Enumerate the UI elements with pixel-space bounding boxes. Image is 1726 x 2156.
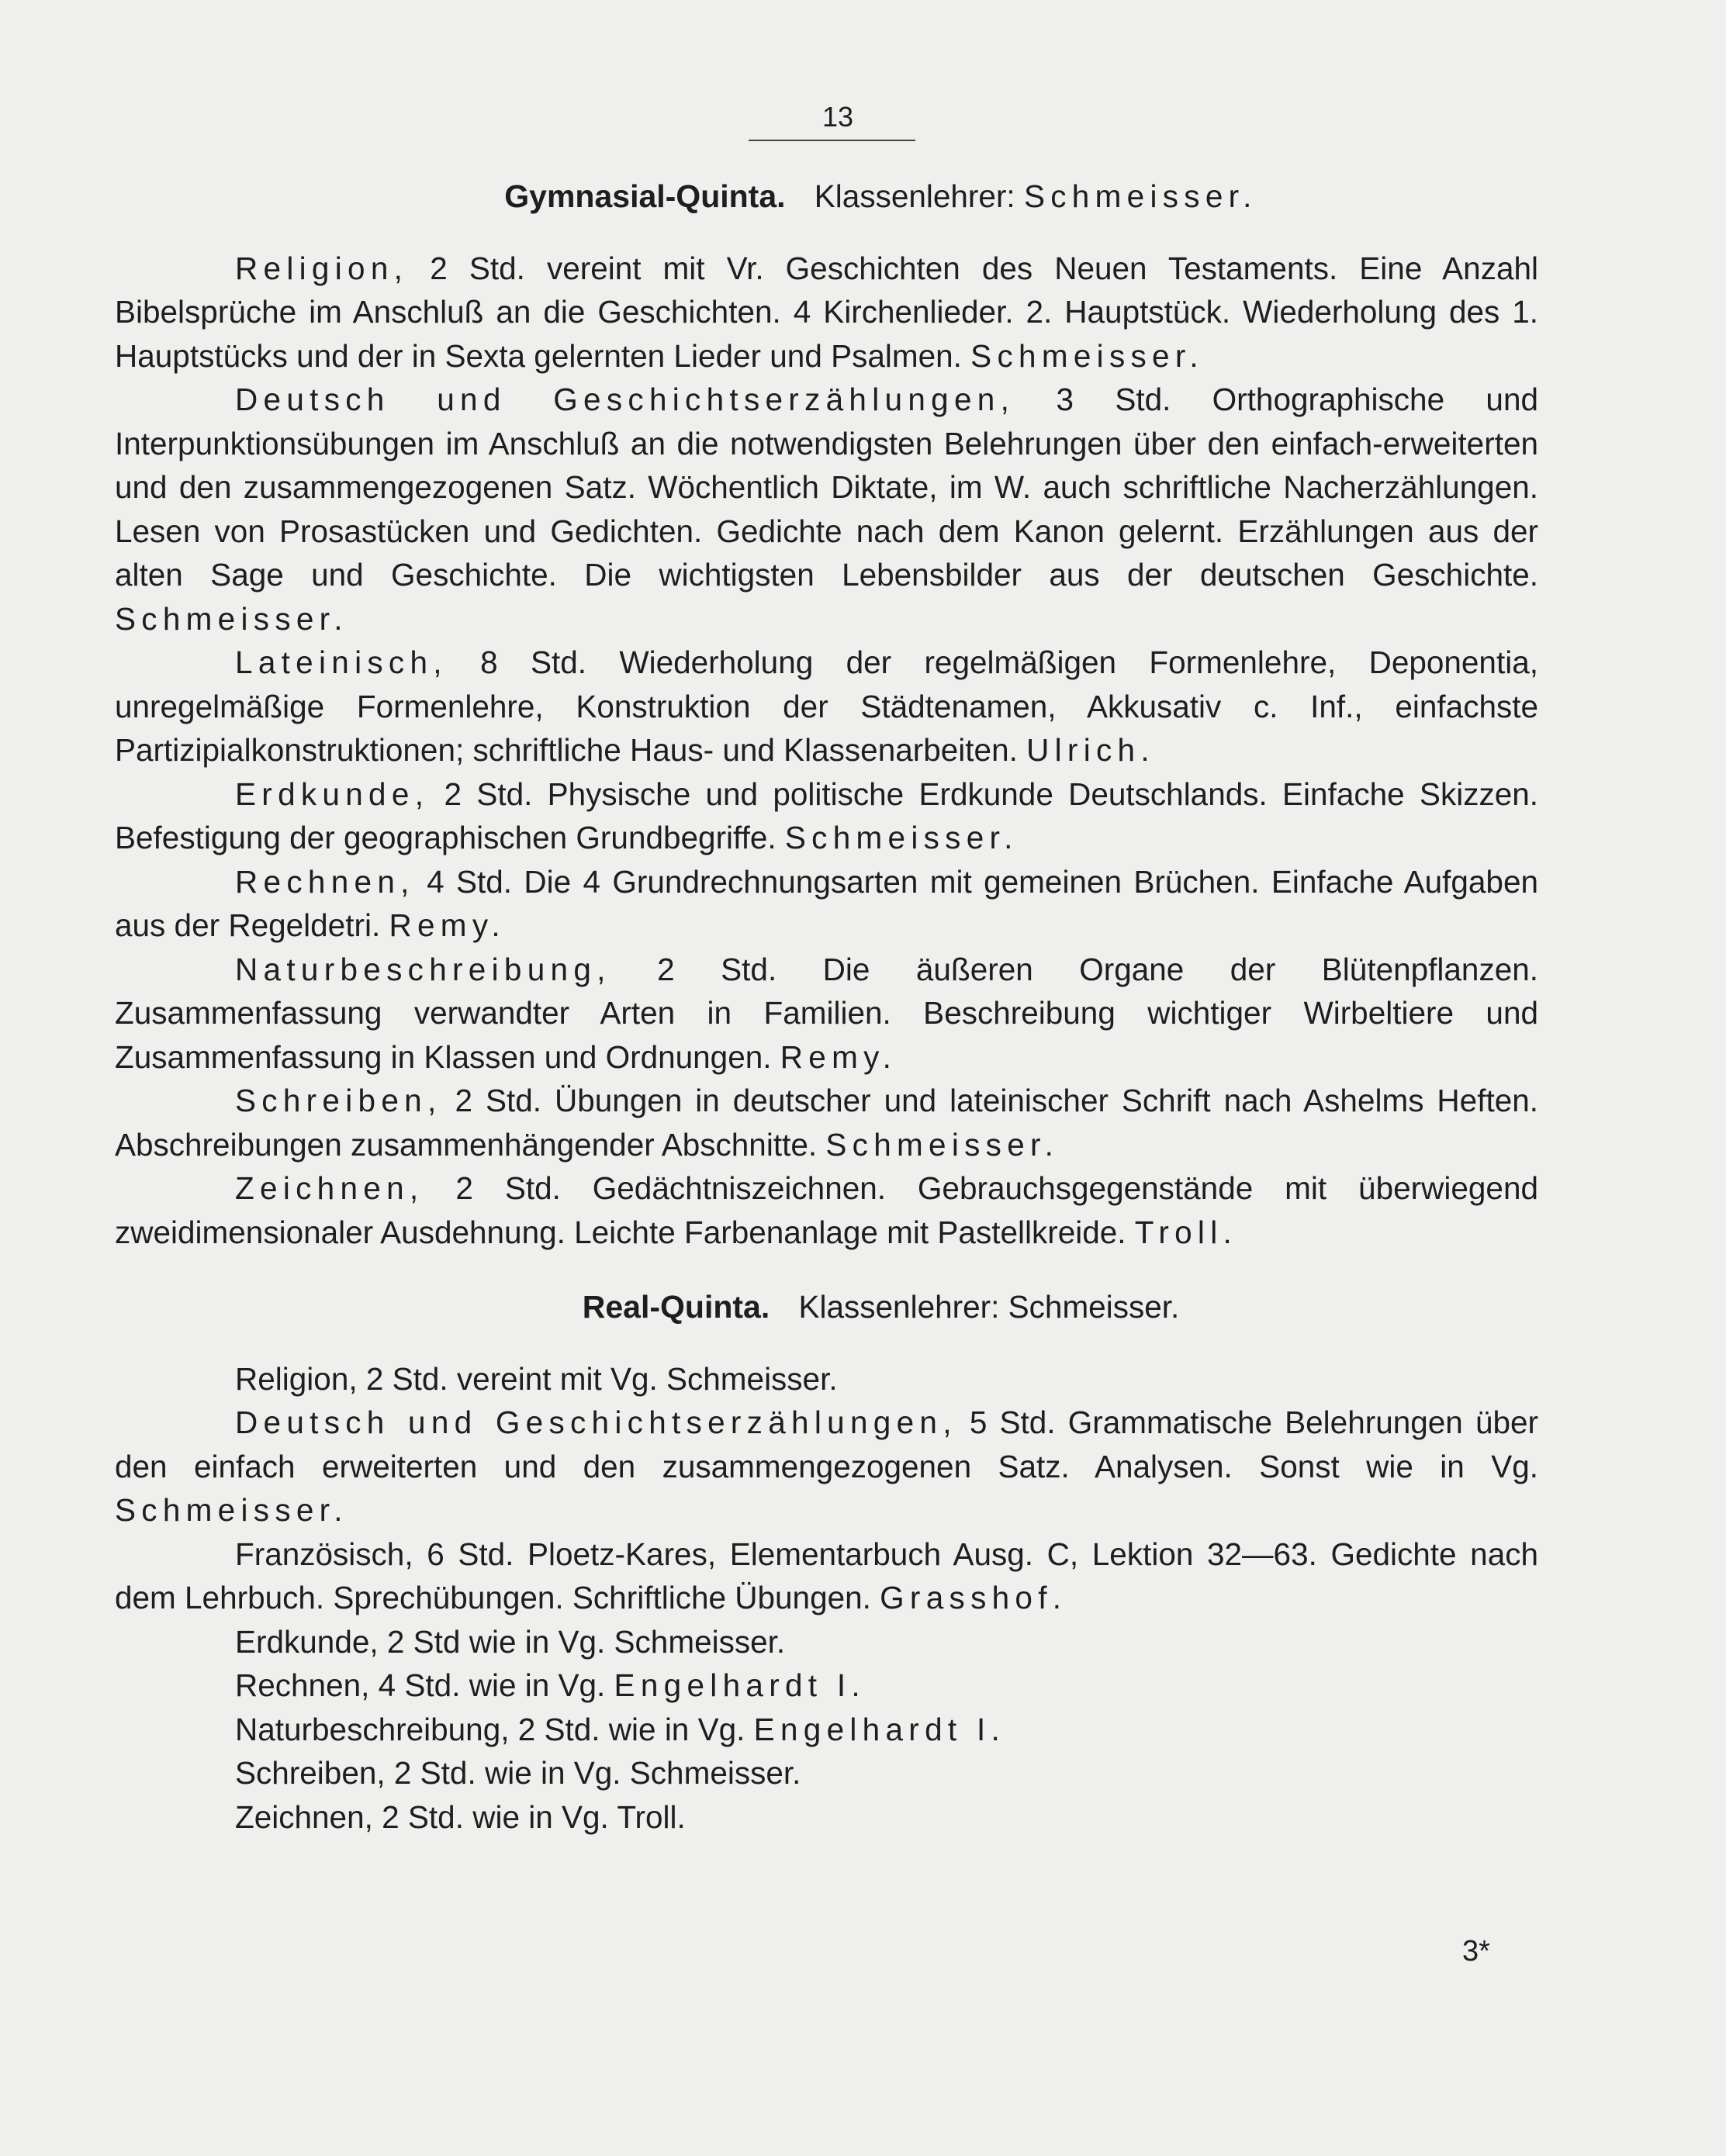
section-heading-gymnasial-quinta <box>115 174 1538 219</box>
subject-name: Deutsch und Geschichtserzählungen, <box>235 1405 957 1440</box>
class-teacher-label: Klassenlehrer: <box>814 178 1015 214</box>
subject-text: 2 Std wie in Vg. <box>378 1623 614 1660</box>
subject-teacher: Grasshof. <box>880 1580 1067 1615</box>
subject-teacher: Remy. <box>389 907 506 943</box>
section-title: Real-Quinta. <box>582 1289 770 1325</box>
subject-paragraph-religion <box>115 247 1538 378</box>
class-teacher-name: Schmeisser. <box>1023 178 1257 214</box>
subject-text: 8 Std. Wiederholung der regelmäßigen Formenlehre, Deponentia, unregelmäßige Formenlehre, Konstruktion der Städtenamen, Akkusativ c. Inf., einfachste Partizipialkonstruktionen; schriftliche Haus- und Klassenarbeiten. <box>115 644 1538 768</box>
subject-text: 2 Std. wie in Vg. <box>385 1755 630 1791</box>
subject-paragraph-zeichnen <box>115 1795 1538 1840</box>
subject-teacher: Engelhardt I. <box>614 1667 866 1703</box>
subject-teacher: Schmeisser. <box>784 820 1019 855</box>
subject-paragraph-deutsch <box>115 378 1538 641</box>
subject-name: Religion, <box>235 1360 358 1397</box>
signature-mark: 3* <box>1462 1935 1490 1968</box>
subject-name: Französisch, <box>235 1536 413 1572</box>
subject-name: Rechnen, <box>235 863 415 900</box>
subject-paragraph-zeichnen <box>115 1166 1538 1254</box>
subject-text: 2 Std. Die äußeren Organe der Blütenpflanzen. Zusammenfassung verwandter Arten in Familien. Beschreibung wichtiger Wirbeltiere und Zusammenfassung in Klassen und Ordnungen. <box>115 951 1538 1075</box>
subject-teacher: Schmeisser. <box>629 1755 801 1791</box>
subject-teacher: Schmeisser. <box>970 337 1204 374</box>
subject-text: 2 Std. vereint mit Vg. <box>357 1360 667 1397</box>
subject-name: Zeichnen, <box>235 1170 424 1206</box>
subject-text: 3 Std. Orthographische und Interpunktionsübungen im Anschluß an die notwendigsten Belehrungen über den einfach-erweiterten und den zusammengezogenen Satz. Wöchentlich Diktate, im W. auch schriftliche Nacherzählungen. Lesen von Prosastücken und Gedichten. Gedichte nach dem Kanon gelernt. Erzählungen aus der alten Sage und Geschichte. Die wichtigsten Lebensbilder aus der deutschen Geschichte. <box>115 382 1538 593</box>
subject-paragraph-rechnen <box>115 860 1538 948</box>
class-teacher-label: Klassenlehrer: <box>798 1289 1000 1325</box>
subject-teacher: Schmeisser. <box>115 1492 348 1528</box>
section-title: Gymnasial-Quinta. <box>504 178 786 214</box>
section-heading-real-quinta <box>115 1285 1538 1329</box>
subject-paragraph-schreiben <box>115 1751 1538 1795</box>
header-rule <box>749 140 915 141</box>
subject-teacher: Troll. <box>617 1798 686 1835</box>
subject-name: Erdkunde, <box>235 1623 379 1660</box>
subject-name: Zeichnen, <box>235 1798 373 1835</box>
subject-text: 6 Std. Ploetz-Kares, Elementarbuch Ausg. C, Lektion 32—63. Gedichte nach dem Lehrbuch. Sprechübungen. Schriftliche Übungen. <box>115 1536 1538 1615</box>
subject-paragraph-naturbeschreibung <box>115 1708 1538 1752</box>
subject-name: Rechnen, <box>235 1667 370 1703</box>
subject-paragraph-lateinisch <box>115 641 1538 772</box>
subject-text: 2 Std. Physische und politische Erdkunde Deutschlands. Einfache Skizzen. Befestigung der geographischen Grundbegriffe. <box>115 776 1538 855</box>
subject-text: 2 Std. Gedächtniszeichnen. Gebrauchsgegenstände mit überwiegend zweidimensionaler Ausdehnung. Leichte Farbenanlage mit Pastellkreide. <box>115 1170 1538 1250</box>
subject-text: 4 Std. Die 4 Grundrechnungsarten mit gemeinen Brüchen. Einfache Aufgaben aus der Regeldetri. <box>115 863 1538 943</box>
subject-teacher: Troll. <box>1134 1214 1238 1250</box>
subject-paragraph-religion <box>115 1357 1538 1401</box>
subject-name: Religion, <box>235 250 409 286</box>
subject-teacher: Remy. <box>780 1038 898 1075</box>
subject-paragraph-erdkunde <box>115 772 1538 860</box>
subject-text: 5 Std. Grammatische Belehrungen über den einfach erweiterten und den zusammengezogenen Satz. Analysen. Sonst wie in Vg. <box>115 1405 1539 1484</box>
page-number: 13 <box>821 101 854 133</box>
subject-paragraph-franzoesisch <box>115 1532 1538 1620</box>
subject-paragraph-naturbeschreibung <box>115 948 1538 1080</box>
subject-text: 2 Std. wie in Vg. <box>372 1798 617 1835</box>
subject-text: 2 Std. wie in Vg. <box>509 1711 754 1747</box>
subject-teacher: Engelhardt I. <box>753 1711 1006 1747</box>
page-body <box>115 174 1538 1839</box>
subject-paragraph-erdkunde <box>115 1620 1538 1664</box>
subject-name: Schreiben, <box>235 1083 442 1118</box>
subject-name: Naturbeschreibung, <box>235 951 611 987</box>
subject-name: Lateinisch, <box>235 644 448 680</box>
subject-teacher: Ulrich. <box>1026 732 1155 768</box>
class-teacher-name: Schmeisser. <box>1008 1289 1180 1325</box>
subject-teacher: Schmeisser. <box>115 600 348 637</box>
subject-teacher: Schmeisser. <box>666 1360 838 1397</box>
subject-paragraph-rechnen <box>115 1664 1538 1708</box>
subject-text: 4 Std. wie in Vg. <box>369 1667 614 1703</box>
subject-paragraph-schreiben <box>115 1079 1538 1166</box>
subject-text: 2 Std. vereint mit Vr. Geschichten des Neuen Testaments. Eine Anzahl Bibelsprüche im Anschluß an die Geschichten. 4 Kirchenlieder. 2. Hauptstück. Wiederholung des 1. Hauptstücks und der in Sexta gelernten Lieder und Psalmen. <box>115 250 1538 374</box>
subject-name: Erdkunde, <box>235 776 430 812</box>
subject-name: Naturbeschreibung, <box>235 1711 510 1747</box>
subject-name: Deutsch und Geschichtserzählungen, <box>235 382 1015 417</box>
subject-name: Schreiben, <box>235 1755 386 1791</box>
subject-teacher: Schmeisser. <box>825 1126 1060 1163</box>
subject-text: 2 Std. Übungen in deutscher und lateinischer Schrift nach Ashelms Heften. Abschreibungen zusammenhängender Abschnitte. <box>115 1083 1538 1163</box>
subject-teacher: Schmeisser. <box>614 1623 786 1660</box>
subject-paragraph-deutsch <box>115 1401 1538 1532</box>
